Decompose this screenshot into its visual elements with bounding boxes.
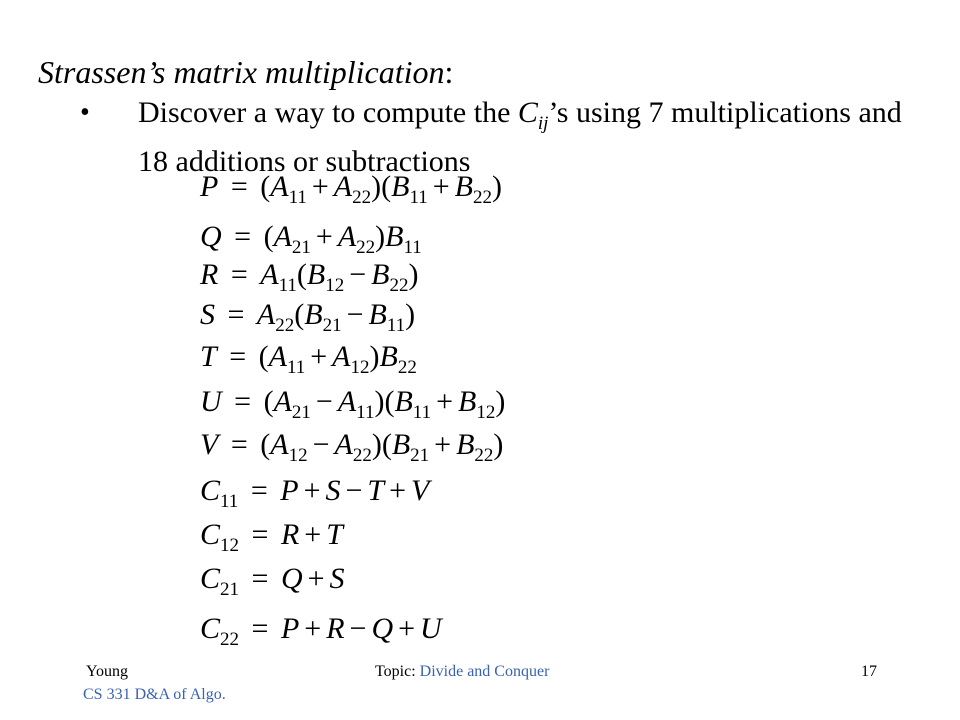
footer-author: Young: [86, 663, 128, 680]
equation-c21: $C_{21} = Q + S$: [200, 562, 345, 600]
equation-c22: $C_{22} = P + R - Q + U$: [200, 612, 442, 650]
equation-c12: $C_{12} = R + T$: [200, 518, 343, 556]
equation-s: $S = A_{22}(B_{21} - B_{11})$: [200, 298, 416, 336]
equation-u: $U = (A_{21} - A_{11})(B_{11} + B_{12})$: [200, 385, 506, 423]
footer-course: CS 331 D&A of Algo.: [83, 686, 226, 703]
equation-t: $T = (A_{11} + A_{12})B_{22}$: [200, 340, 417, 378]
bullet-text: Discover a way to compute the $C_{ij}’s$ using 7 multiplications and 18 additions or subtractions: [138, 96, 902, 178]
equation-v: $V = (A_{12} - A_{22})(B_{21} + B_{22})$: [200, 428, 504, 466]
page-number: 17: [861, 663, 877, 680]
equation-q: $Q = (A_{21} + A_{22})B_{11}$: [200, 220, 422, 258]
equation-r: $R = A_{11}(B_{12} - B_{22})$: [200, 258, 419, 296]
equation-c11: $C_{11} = P + S - T + V$: [200, 474, 430, 512]
bullet-icon: •: [80, 97, 90, 128]
equation-p: $P = (A_{11} + A_{22})(B_{11} + B_{22})$: [200, 170, 502, 208]
slide-title: Strassen’s matrix multiplication:: [38, 54, 454, 90]
footer-topic: Topic: Divide and Conquer: [375, 663, 550, 680]
